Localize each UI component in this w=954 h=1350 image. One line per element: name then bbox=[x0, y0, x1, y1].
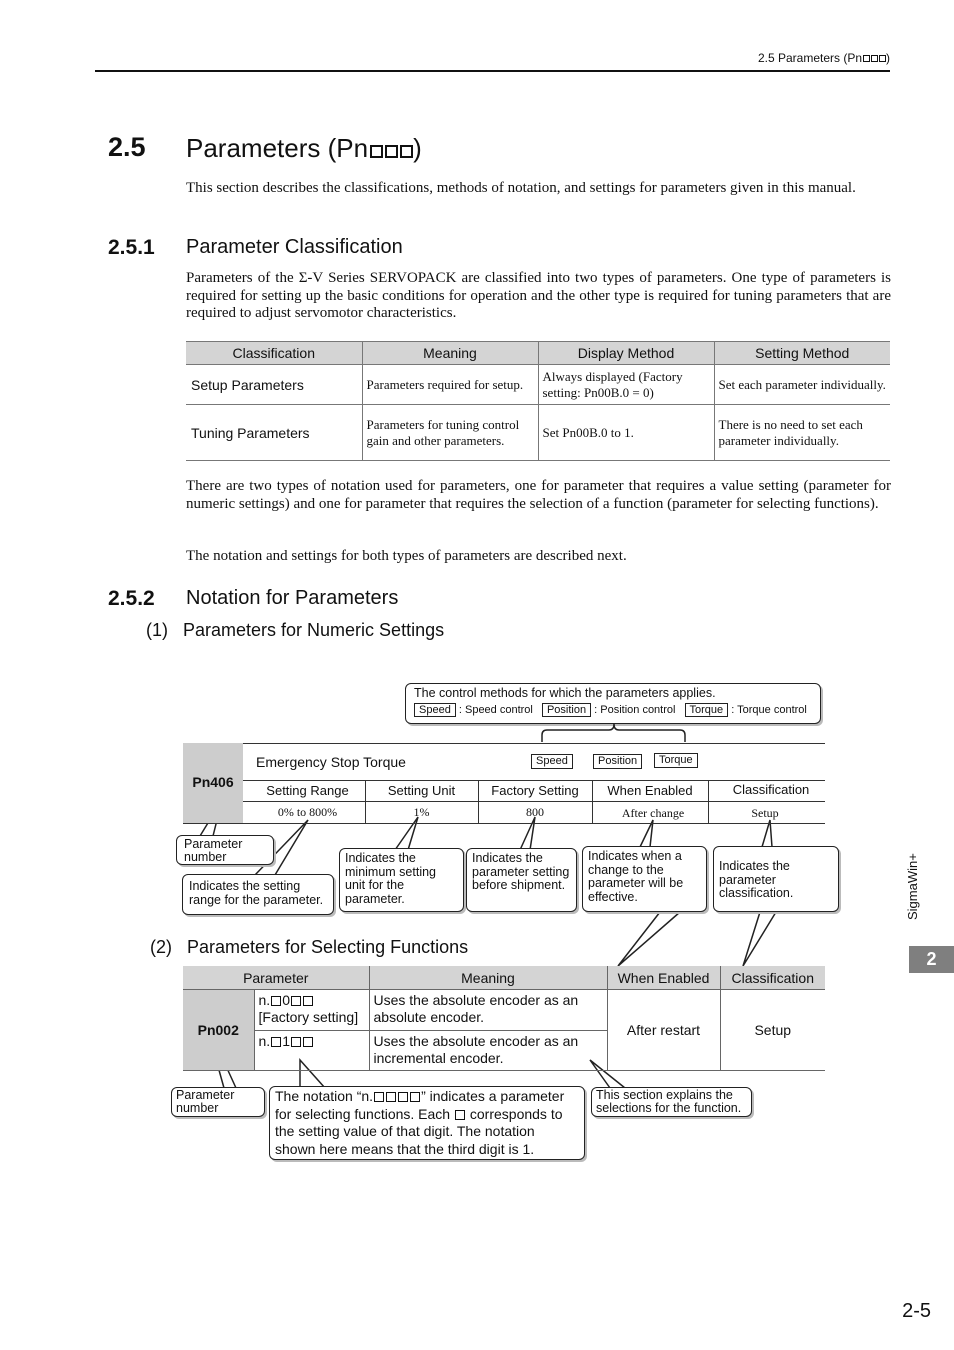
classification-paragraph: Parameters of the Σ-V Series SERVOPACK are classified into two types of parameters. One type of parameters is required for setting up the basic conditions for operation and the other type is required for tuning parameters that are required to adjust servomotor characteristics. bbox=[186, 270, 891, 321]
item-heading-1: (1) Parameters for Numeric Settings bbox=[146, 620, 445, 640]
chapter-tab: 2 bbox=[909, 946, 954, 973]
subsection-title-2: Notation for Parameters bbox=[186, 587, 399, 609]
page-number: 2-5 bbox=[902, 1300, 931, 1322]
control-methods-callout: The control methods for which the parameters applies. Speed : Speed control Position : Position control Torque : Torque control bbox=[405, 683, 821, 724]
table-cell: Setup Parameters bbox=[186, 365, 362, 405]
function-table bbox=[183, 966, 825, 1071]
section-title: Parameters (Pn ) bbox=[186, 133, 422, 163]
position-tag: Position bbox=[542, 703, 591, 717]
subsection-number-1: 2.5.1 bbox=[108, 236, 155, 259]
diagram-rule bbox=[243, 780, 825, 781]
table-cell: Always displayed (Factory setting: Pn00B.0 = 0) bbox=[538, 365, 714, 405]
when-enabled-cell: After restart bbox=[607, 990, 720, 1071]
torque-tag: Torque bbox=[654, 753, 698, 768]
table-header: Display Method bbox=[538, 342, 714, 365]
column-header: Factory Setting bbox=[491, 783, 579, 798]
unit-callout: Indicates the minimum setting unit for the parameter. bbox=[339, 848, 464, 912]
table-header: When Enabled bbox=[607, 966, 720, 990]
classification-value: Setup bbox=[751, 806, 779, 820]
section-number: 2.5 bbox=[108, 132, 146, 162]
column-header: Setting Range bbox=[266, 783, 349, 798]
setting-range-value: 0% to 800% bbox=[277, 805, 338, 819]
item-heading-2: (2) Parameters for Selecting Functions bbox=[150, 937, 469, 957]
table-cell: There is no need to set each parameter individually. bbox=[714, 405, 890, 461]
running-header: 2.5 Parameters (Pn ) bbox=[757, 51, 890, 65]
subsection-number-2: 2.5.2 bbox=[108, 587, 155, 610]
table-header: Classification bbox=[186, 342, 362, 365]
speed-tag: Speed bbox=[414, 703, 456, 717]
table-header: Meaning bbox=[369, 966, 607, 990]
classification-callout: Indicates the parameter classification. bbox=[713, 846, 839, 912]
section-intro: This section describes the classifications, methods of notation, and settings for parameters given in this manual. bbox=[186, 180, 856, 196]
table-cell: Tuning Parameters bbox=[186, 405, 362, 461]
diagram-rule bbox=[183, 823, 825, 824]
selection-callout: This section explains the selections for the function. bbox=[591, 1087, 752, 1117]
parameter-name: Emergency Stop Torque bbox=[256, 754, 406, 770]
table-cell: Uses the absolute encoder as an incremental encoder. bbox=[369, 1031, 607, 1071]
range-callout: Indicates the setting range for the parameter. bbox=[182, 874, 334, 915]
table-header: Setting Method bbox=[714, 342, 890, 365]
table-header: Parameter bbox=[183, 966, 369, 990]
notation-paragraph: There are two types of notation used for parameters, one for parameter that requires a value setting (parameter for numeric settings) and one for parameter that requires the selection of a function (parameter for selecting functions). bbox=[186, 478, 891, 512]
table-cell: Set Pn00B.0 to 1. bbox=[538, 405, 714, 461]
param-number-callout: Parameter number bbox=[176, 835, 274, 865]
column-header: When Enabled bbox=[607, 783, 693, 798]
sidebar-label: SigmaWin+ bbox=[905, 853, 920, 920]
diagram-rule bbox=[183, 743, 825, 744]
table-header-row bbox=[183, 966, 825, 990]
notation-paragraph-2: The notation and settings for both types of parameters are described next. bbox=[186, 548, 627, 564]
torque-tag: Torque bbox=[685, 703, 729, 717]
when-enabled-callout: Indicates when a change to the parameter will be effective. bbox=[582, 846, 707, 912]
table-row bbox=[183, 990, 825, 1031]
position-tag: Position bbox=[593, 754, 642, 769]
factory-setting-value: 800 bbox=[526, 805, 544, 819]
parameter-number: Pn406 bbox=[192, 774, 234, 790]
table-header: Meaning bbox=[362, 342, 538, 365]
diagram-rule bbox=[243, 801, 825, 802]
param-number-callout-2: Parameter number bbox=[171, 1087, 265, 1117]
column-header: Classification bbox=[732, 782, 810, 797]
factory-callout: Indicates the parameter setting before shipment. bbox=[466, 848, 577, 912]
table-cell: Set each parameter individually. bbox=[714, 365, 890, 405]
table-cell: Parameters for tuning control gain and other parameters. bbox=[362, 405, 538, 461]
table-cell: n. 1 bbox=[254, 1031, 369, 1071]
table-header: Classification bbox=[720, 966, 825, 990]
table-cell: n. 0 [Factory setting] bbox=[254, 990, 369, 1031]
table-cell: Uses the absolute encoder as an absolute encoder. bbox=[369, 990, 607, 1031]
notation-callout: The notation “n. ” indicates a parameter for selecting functions. Each corresponds to the setting value of that digit. The notation shown here means that the third digit is 1. bbox=[269, 1086, 585, 1160]
subsection-title-1: Parameter Classification bbox=[186, 236, 403, 258]
table-cell: Parameters required for setup. bbox=[362, 365, 538, 405]
column-header: Setting Unit bbox=[387, 783, 456, 798]
parameter-number: Pn002 bbox=[183, 990, 254, 1071]
when-enabled-value: After change bbox=[621, 806, 685, 820]
speed-tag: Speed bbox=[531, 754, 573, 769]
setting-unit-value: 1% bbox=[413, 805, 430, 819]
classification-cell: Setup bbox=[720, 990, 825, 1071]
